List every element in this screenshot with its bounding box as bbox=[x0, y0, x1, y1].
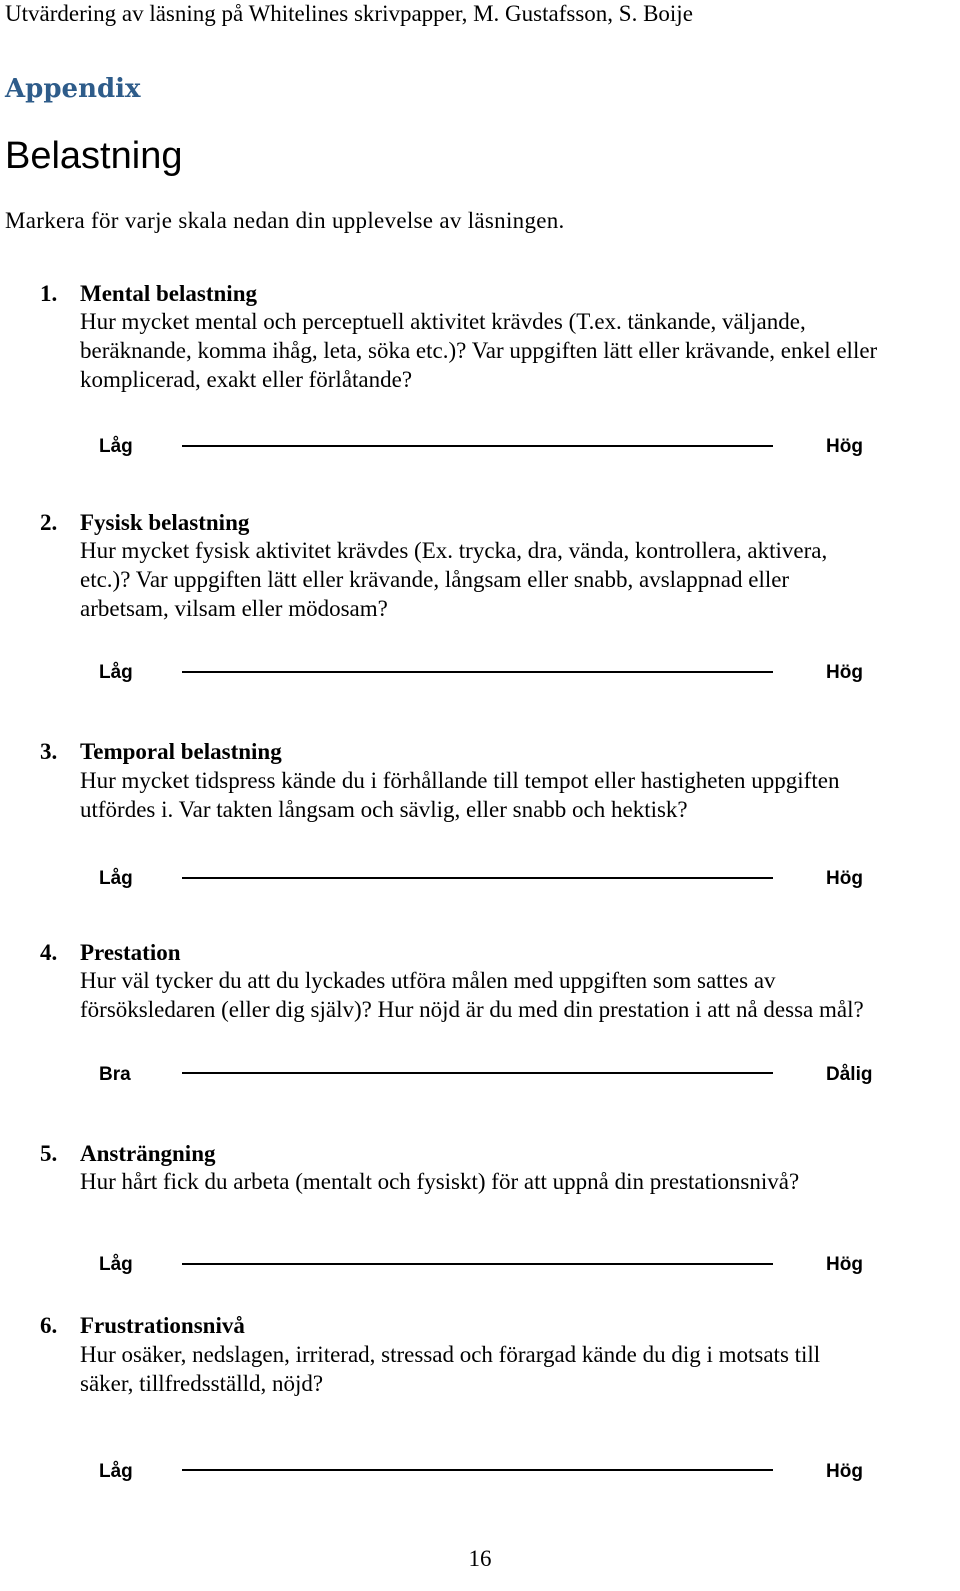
rating-scale-line[interactable] bbox=[182, 877, 773, 879]
question-line: Hur mycket mental och perceptuell aktivitet krävdes (T.ex. tänkande, väljande, bbox=[80, 309, 806, 334]
question-line: beräknande, komma ihåg, leta, söka etc.)? Var uppgiften lätt eller krävande, enkel eller bbox=[80, 338, 878, 363]
item-question-frustration bbox=[80, 1340, 950, 1398]
question-line: Hur hårt fick du arbeta (mentalt och fysiskt) för att uppnå din prestationsnivå? bbox=[80, 1169, 800, 1194]
scale-high-label: Hög bbox=[826, 868, 863, 889]
item-number: 5. bbox=[40, 1141, 58, 1166]
item-number: 4. bbox=[40, 940, 58, 965]
rating-scale-line[interactable] bbox=[182, 671, 773, 673]
question-line: etc.)? Var uppgiften lätt eller krävande, långsam eller snabb, avslappnad eller bbox=[80, 567, 790, 592]
item-number: 6. bbox=[40, 1313, 58, 1338]
scale-low-label: Låg bbox=[99, 1254, 133, 1275]
scale-high-label: Hög bbox=[826, 1461, 863, 1482]
rating-scale-line[interactable] bbox=[182, 445, 773, 447]
scale-high-label: Dålig bbox=[826, 1064, 873, 1085]
item-question-temporal bbox=[80, 766, 950, 824]
item-question-performance bbox=[80, 966, 950, 1024]
question-line: utfördes i. Var takten långsam och sävlig, eller snabb och hektisk? bbox=[80, 797, 688, 822]
scale-low-label: Låg bbox=[99, 436, 133, 457]
question-line: Hur väl tycker du att du lyckades utföra målen med uppgiften som sattes av bbox=[80, 968, 776, 993]
scale-low-label: Bra bbox=[99, 1064, 131, 1085]
item-question-effort bbox=[80, 1167, 950, 1196]
scale-high-label: Hög bbox=[826, 436, 863, 457]
rating-scale-line[interactable] bbox=[182, 1072, 773, 1074]
question-line: försöksledaren (eller dig själv)? Hur nöjd är du med din prestation i att nå dessa mål? bbox=[80, 997, 864, 1022]
scale-low-label: Låg bbox=[99, 1461, 133, 1482]
item-number: 1. bbox=[40, 281, 58, 306]
appendix-heading: Appendix bbox=[5, 74, 141, 104]
question-line: Hur mycket tidspress kände du i förhållande till tempot eller hastigheten uppgiften bbox=[80, 768, 840, 793]
scale-high-label: Hög bbox=[826, 662, 863, 683]
page-number: 16 bbox=[468, 1546, 492, 1571]
scale-low-label: Låg bbox=[99, 662, 133, 683]
section-heading: Belastning bbox=[5, 135, 183, 177]
running-header: Utvärdering av läsning på Whitelines skrivpapper, M. Gustafsson, S. Boije bbox=[5, 1, 693, 26]
item-number: 3. bbox=[40, 739, 58, 764]
item-number: 2. bbox=[40, 510, 58, 535]
item-title-physical: Fysisk belastning bbox=[80, 510, 250, 535]
question-line: komplicerad, exakt eller förlåtande? bbox=[80, 367, 413, 392]
rating-scale-line[interactable] bbox=[182, 1263, 773, 1265]
item-title-frustration: Frustrationsnivå bbox=[80, 1313, 245, 1338]
scale-high-label: Hög bbox=[826, 1254, 863, 1275]
item-title-temporal: Temporal belastning bbox=[80, 739, 282, 764]
question-line: Hur osäker, nedslagen, irriterad, stressad och förargad kände du dig i motsats till bbox=[80, 1342, 821, 1367]
item-title-mental: Mental belastning bbox=[80, 281, 257, 306]
item-question-physical bbox=[80, 536, 950, 623]
item-title-effort: Ansträngning bbox=[80, 1141, 216, 1166]
item-title-performance: Prestation bbox=[80, 940, 181, 965]
question-line: arbetsam, vilsam eller mödosam? bbox=[80, 596, 388, 621]
rating-scale-line[interactable] bbox=[182, 1469, 773, 1471]
scale-low-label: Låg bbox=[99, 868, 133, 889]
item-question-mental bbox=[80, 307, 950, 394]
question-line: säker, tillfredsställd, nöjd? bbox=[80, 1371, 324, 1396]
intro-text: Markera för varje skala nedan din upplevelse av läsningen. bbox=[5, 208, 565, 233]
question-line: Hur mycket fysisk aktivitet krävdes (Ex. trycka, dra, vända, kontrollera, aktivera, bbox=[80, 538, 828, 563]
